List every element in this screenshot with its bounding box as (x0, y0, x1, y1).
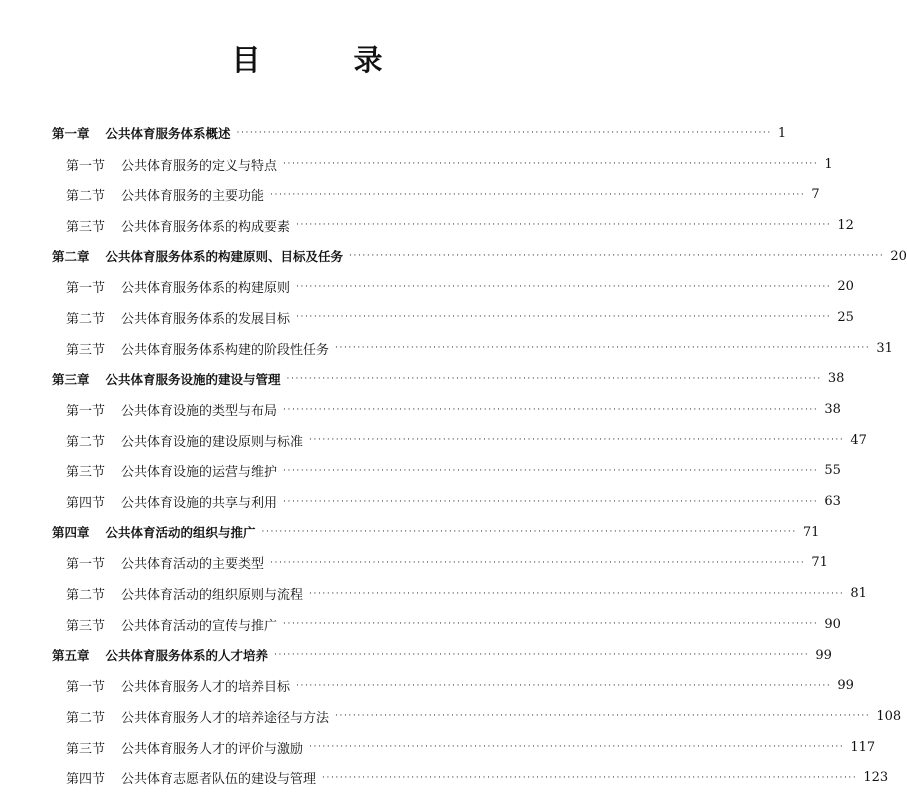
toc-entry-page-number: 99 (837, 678, 854, 694)
toc-entry-page-number: 81 (850, 586, 867, 602)
toc-entry-number: 第二节 (66, 189, 106, 205)
toc-chapter-entry (0, 364, 845, 395)
toc-section-entry (0, 762, 889, 793)
toc-section-entry (0, 179, 820, 210)
toc-section-entry (0, 210, 854, 241)
toc-entry-number: 第一节 (66, 158, 106, 174)
dot-leader: ························································································································ (283, 404, 819, 415)
dot-leader: ························································································································ (309, 742, 845, 753)
toc-entry-page-number: 71 (811, 555, 828, 571)
dot-leader: ························································································································ (349, 251, 885, 262)
toc-entry-page-number: 55 (824, 463, 841, 479)
toc-entry-title: 公共体育服务设施的建设与管理 (105, 371, 281, 387)
toc-section-entry (0, 732, 876, 763)
page-title: 目 录 (231, 43, 415, 77)
table-of-contents (0, 118, 907, 793)
toc-entry-page-number: 47 (850, 432, 867, 448)
toc-entry-number: 第二节 (66, 588, 106, 604)
toc-entry-title: 公共体育活动的宣传与推广 (121, 618, 278, 634)
dot-leader: ························································································································ (309, 435, 845, 446)
toc-entry-title: 公共体育志愿者队伍的建设与管理 (121, 772, 317, 788)
toc-entry-page-number: 1 (777, 125, 787, 141)
dot-leader: ························································································································ (274, 650, 810, 661)
toc-entry-page-number: 20 (890, 248, 907, 264)
dot-leader: ························································································································ (261, 527, 797, 538)
toc-entry-number: 第一节 (66, 557, 106, 573)
toc-entry-title: 公共体育活动的组织与推广 (105, 525, 256, 541)
toc-chapter-entry (0, 517, 820, 548)
toc-entry-title: 公共体育服务体系构建的阶段性任务 (121, 342, 330, 358)
toc-entry-number: 第一章 (52, 126, 90, 142)
toc-entry-page-number: 90 (824, 616, 841, 632)
toc-entry-title: 公共体育服务人才的培养目标 (121, 680, 291, 696)
toc-entry-page-number: 20 (837, 279, 854, 295)
dot-leader: ························································································································ (335, 343, 871, 354)
dot-leader: ························································································································ (236, 128, 772, 139)
toc-section-entry (0, 670, 854, 701)
toc-section-entry (0, 486, 841, 517)
dot-leader: ························································································································ (283, 496, 819, 507)
dot-leader: ························································································································ (335, 711, 871, 722)
toc-entry-page-number: 1 (824, 156, 833, 172)
toc-entry-page-number: 99 (815, 647, 832, 663)
dot-leader: ························································································································ (322, 772, 858, 783)
toc-section-entry (0, 548, 828, 579)
toc-section-entry (0, 578, 867, 609)
toc-entry-title: 公共体育服务体系的构建原则、目标及任务 (105, 249, 344, 265)
toc-entry-page-number: 71 (802, 524, 820, 540)
toc-entry-title: 公共体育服务人才的评价与激励 (121, 741, 304, 757)
toc-entry-number: 第一节 (66, 281, 106, 297)
toc-entry-title: 公共体育设施的建设原则与标准 (121, 434, 304, 450)
toc-entry-page-number: 7 (811, 187, 820, 203)
toc-entry-page-number: 117 (850, 739, 876, 755)
toc-entry-title: 公共体育活动的主要类型 (121, 557, 265, 573)
toc-entry-page-number: 38 (824, 402, 841, 418)
toc-entry-page-number: 38 (827, 371, 845, 387)
dot-leader: ························································································································ (296, 680, 832, 691)
toc-entry-number: 第二节 (66, 434, 106, 450)
toc-entry-number: 第一节 (66, 404, 106, 420)
toc-section-entry (0, 609, 841, 640)
dot-leader: ························································································································ (283, 619, 819, 630)
toc-section-entry (0, 271, 854, 302)
toc-section-entry (0, 302, 854, 333)
toc-entry-title: 公共体育设施的共享与利用 (121, 496, 278, 512)
toc-entry-title: 公共体育服务人才的培养途径与方法 (121, 710, 330, 726)
toc-entry-title: 公共体育服务体系的构建原则 (121, 281, 291, 297)
toc-entry-title: 公共体育服务体系概述 (105, 126, 231, 142)
dot-leader: ························································································································ (270, 557, 806, 568)
toc-section-entry (0, 456, 841, 487)
toc-entry-title: 公共体育设施的类型与布局 (121, 404, 278, 420)
toc-entry-title: 公共体育服务的主要功能 (121, 189, 265, 205)
toc-entry-page-number: 63 (824, 494, 841, 510)
dot-leader: ························································································································ (286, 373, 822, 384)
toc-section-entry (0, 333, 893, 364)
toc-entry-title: 公共体育服务的定义与特点 (121, 158, 278, 174)
toc-entry-number: 第三节 (66, 465, 106, 481)
dot-leader: ························································································································ (309, 588, 845, 599)
toc-entry-number: 第三节 (66, 741, 106, 757)
toc-entry-number: 第二章 (52, 249, 90, 265)
toc-section-entry (0, 701, 902, 732)
toc-chapter-entry (0, 118, 787, 149)
toc-entry-title: 公共体育服务体系的人才培养 (105, 648, 269, 664)
toc-entry-title: 公共体育活动的组织原则与流程 (121, 588, 304, 604)
toc-entry-number: 第三节 (66, 219, 106, 235)
dot-leader: ························································································································ (283, 465, 819, 476)
toc-entry-page-number: 25 (837, 309, 854, 325)
toc-entry-number: 第一节 (66, 680, 106, 696)
toc-entry-page-number: 123 (863, 770, 889, 786)
toc-entry-number: 第五章 (52, 648, 90, 664)
toc-entry-number: 第二节 (66, 311, 106, 327)
dot-leader: ························································································································ (296, 281, 832, 292)
toc-entry-number: 第四章 (52, 525, 90, 541)
toc-chapter-entry (0, 241, 907, 272)
toc-entry-number: 第二节 (66, 710, 106, 726)
toc-entry-page-number: 12 (837, 217, 854, 233)
toc-entry-number: 第四节 (66, 496, 106, 512)
toc-entry-number: 第三章 (52, 371, 90, 387)
toc-section-entry (0, 425, 867, 456)
toc-section-entry (0, 394, 841, 425)
dot-leader: ························································································································ (283, 159, 819, 170)
toc-entry-number: 第四节 (66, 772, 106, 788)
toc-entry-title: 公共体育服务体系的发展目标 (121, 311, 291, 327)
toc-entry-title: 公共体育服务体系的构成要素 (121, 219, 291, 235)
toc-entry-page-number: 108 (876, 708, 902, 724)
toc-section-entry (0, 149, 833, 180)
toc-entry-number: 第三节 (66, 618, 106, 634)
dot-leader: ························································································································ (296, 220, 832, 231)
toc-entry-title: 公共体育设施的运营与维护 (121, 465, 278, 481)
toc-entry-number: 第三节 (66, 342, 106, 358)
toc-entry-page-number: 31 (876, 340, 893, 356)
toc-chapter-entry (0, 640, 832, 671)
dot-leader: ························································································································ (296, 312, 832, 323)
dot-leader: ························································································································ (270, 189, 806, 200)
